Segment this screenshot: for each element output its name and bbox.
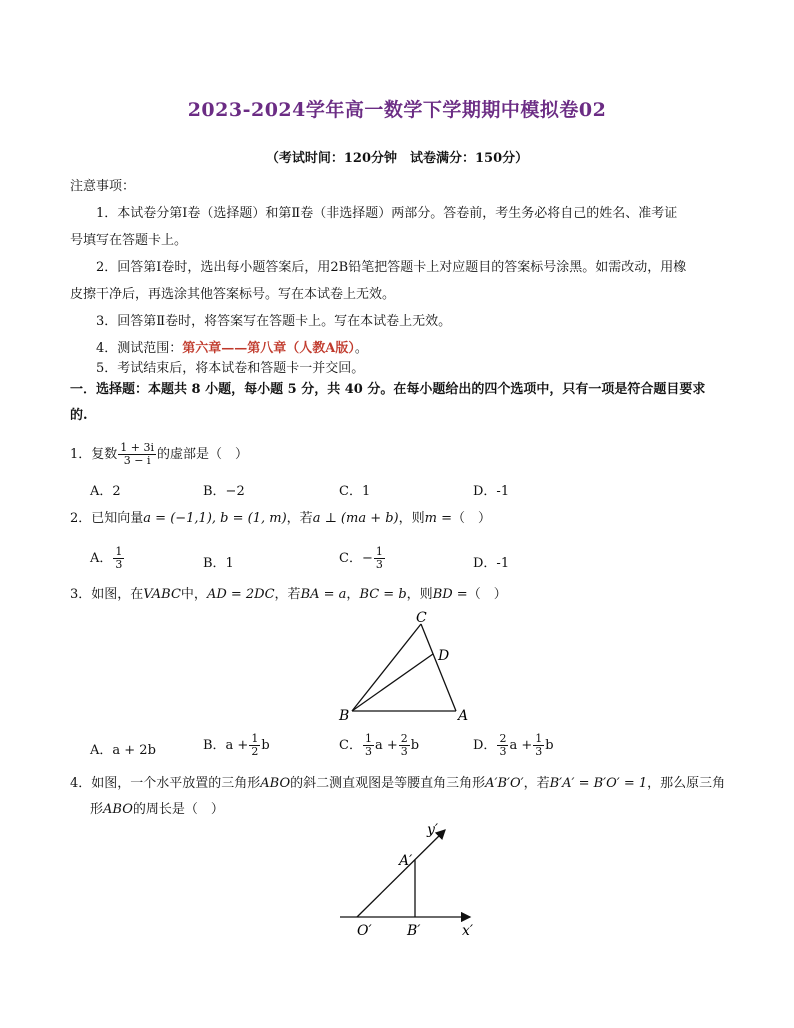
q4-line-2-suffix: 的周长是（ ） — [132, 802, 224, 817]
q3-option-a: A．a + 2b — [90, 743, 156, 758]
test-range: 第六章——第八章（人教A版） — [182, 341, 355, 356]
q3-option-d-tail: b — [545, 738, 554, 753]
q3-sep: ， — [346, 587, 360, 602]
question-2 — [70, 510, 491, 528]
q4-triangle-abo-2: ABO — [103, 802, 133, 817]
q1-numerator: 1 + 3i — [120, 441, 155, 454]
q3-label-d: D — [438, 648, 450, 664]
q1-option-d: D．-1 — [473, 484, 510, 499]
page-title: 2023-2024学年高一数学下学期期中模拟卷02 — [187, 99, 607, 121]
question-3 — [70, 586, 507, 604]
q3-side-ca — [421, 624, 456, 711]
q3-option-b-num: 1 — [251, 732, 259, 745]
q4-label-b: B′ — [407, 923, 421, 939]
q4-mid-2: ，若 — [523, 776, 550, 791]
q4-mid: 的斜二测直观图是等腰直角三角形 — [290, 776, 486, 791]
q3-label-c: C — [416, 610, 427, 626]
q2-m-equals: m = — [424, 511, 453, 526]
q3-option-c-num-2: 2 — [400, 732, 408, 745]
q3-triangle-figure — [330, 610, 490, 725]
q2-option-a-den: 3 — [115, 558, 123, 571]
notes-heading: 注意事项： — [70, 179, 136, 194]
q4-triangle-prime: A′B′O′ — [485, 776, 524, 791]
q2-vector-a: a = (−1,1), — [143, 511, 221, 526]
q3-option-d-den-1: 3 — [499, 745, 507, 758]
q4-condition: B′A′ = B′O′ = 1 — [549, 776, 648, 791]
question-4-line-1 — [70, 775, 725, 793]
q3-option-d — [473, 733, 554, 758]
q2-option-c-fraction — [374, 546, 385, 571]
note-4-suffix: 。 — [354, 341, 368, 356]
note-1-line-2: 号填写在答题卡上。 — [70, 233, 188, 248]
q2-option-c-label: C．− — [339, 551, 373, 566]
q3-option-c-num-1: 1 — [364, 732, 372, 745]
note-1-line-1: 1．本试卷分第Ⅰ卷（选择题）和第Ⅱ卷（非选择题）两部分。答卷前，考生务必将自己的姓名、准考证 — [96, 206, 678, 221]
note-2-line-2: 皮擦干净后，再选涂其他答案标号。写在本试卷上无效。 — [70, 287, 396, 302]
q4-prefix: 4．如图，一个水平放置的三角形 — [70, 776, 261, 791]
q2-option-c-den: 3 — [375, 558, 383, 571]
q3-segment-bd — [352, 654, 433, 711]
q3-mid-3: ，则 — [406, 587, 433, 602]
q1-prefix: 1．复数 — [70, 447, 118, 462]
note-4-prefix: 4．测试范围： — [96, 341, 183, 356]
q3-suffix: （ ） — [467, 587, 507, 602]
q3-option-d-den-2: 3 — [535, 745, 543, 758]
q2-prefix: 2．已知向量 — [70, 511, 144, 526]
section-heading-line-2: 的. — [70, 408, 88, 423]
q2-mid: ，若 — [286, 511, 313, 526]
q2-then: ，则 — [398, 511, 425, 526]
q2-suffix: （ ） — [452, 511, 492, 526]
note-2-line-1: 2．回答第Ⅰ卷时，选出每小题答案后，用2B铅笔把答题卡上对应题目的答案标号涂黑。如需改动，用橡 — [96, 260, 687, 275]
q4-y-axis — [357, 830, 445, 917]
q3-option-d-mid: a + — [509, 738, 533, 753]
q1-fraction — [118, 442, 156, 467]
q3-option-c-den-1: 3 — [364, 745, 372, 758]
q4-label-x: x′ — [462, 923, 474, 939]
note-5: 5．考试结束后，将本试卷和答题卡一并交回。 — [96, 361, 365, 376]
q3-option-d-num-2: 1 — [535, 732, 543, 745]
q2-vector-b: b = (1, m) — [220, 511, 287, 526]
q3-option-b-den: 2 — [251, 745, 259, 758]
q3-label-b: B — [339, 708, 350, 724]
q2-option-a-fraction — [113, 546, 124, 571]
section-heading-line-1: 一．选择题：本题共 8 小题，每小题 5 分，共 40 分。在每小题给出的四个选项中，只有一项是符合题目要求 — [70, 382, 706, 397]
q3-option-c — [339, 733, 419, 758]
q4-line-2-prefix: 形 — [90, 802, 104, 817]
q3-ba: BA = a — [300, 587, 347, 602]
q3-prefix: 3．如图，在 — [70, 587, 144, 602]
q1-option-a: A．2 — [90, 484, 121, 499]
q3-option-d-label: D． — [473, 738, 497, 753]
q2-option-a-num: 1 — [115, 545, 123, 558]
q3-mid-2: ，若 — [274, 587, 301, 602]
q3-option-b-tail: b — [261, 738, 270, 753]
q2-option-c-num: 1 — [375, 545, 383, 558]
q4-label-y: y′ — [427, 822, 439, 838]
q3-option-b-fraction — [249, 733, 260, 758]
q3-option-c-tail: b — [410, 738, 420, 753]
note-4 — [96, 340, 368, 358]
q3-option-b — [203, 733, 270, 758]
q1-option-c: C．1 — [339, 484, 371, 499]
q3-bc: BC = b — [359, 587, 407, 602]
q2-option-b: B．1 — [203, 556, 234, 571]
q4-label-o: O′ — [357, 923, 372, 939]
q3-option-d-num-1: 2 — [499, 732, 507, 745]
q2-option-a — [90, 546, 125, 571]
q2-perp-condition: a ⊥ (ma + b) — [312, 511, 399, 526]
q3-option-c-label: C． — [339, 738, 362, 753]
q1-suffix: 的虚部是（ ） — [157, 447, 249, 462]
q3-option-c-fraction-1 — [363, 733, 374, 758]
q3-mid-1: 中， — [180, 587, 207, 602]
q3-triangle: VABC — [143, 587, 181, 602]
q3-option-c-fraction-2 — [399, 733, 410, 758]
q1-denominator: 3 − i — [123, 454, 151, 467]
q3-bd: BD = — [432, 587, 468, 602]
q4-oblique-figure — [335, 820, 485, 940]
q1-option-b: B．−2 — [203, 484, 245, 499]
q3-side-bc — [352, 624, 421, 711]
q3-option-d-fraction-1 — [497, 733, 508, 758]
exam-info: （考试时间：120分钟 试卷满分：150分） — [265, 151, 529, 166]
q3-option-b-label: B．a + — [203, 738, 249, 753]
q4-triangle-abo: ABO — [260, 776, 291, 791]
q3-label-a: A — [458, 708, 469, 724]
q4-label-a: A′ — [399, 853, 413, 869]
q3-option-c-den-2: 3 — [400, 745, 408, 758]
q2-option-a-label: A． — [90, 551, 113, 566]
q3-option-d-fraction-2 — [533, 733, 544, 758]
note-3: 3．回答第Ⅱ卷时，将答案写在答题卡上。写在本试卷上无效。 — [96, 314, 452, 329]
question-1 — [70, 442, 248, 467]
q3-option-c-mid: a + — [374, 738, 398, 753]
q4-line-1-suffix: ，那么原三角 — [647, 776, 726, 791]
q2-option-c — [339, 546, 386, 571]
q3-condition: AD = 2DC — [206, 587, 275, 602]
q2-option-d: D．-1 — [473, 556, 510, 571]
question-4-line-2 — [90, 801, 224, 819]
